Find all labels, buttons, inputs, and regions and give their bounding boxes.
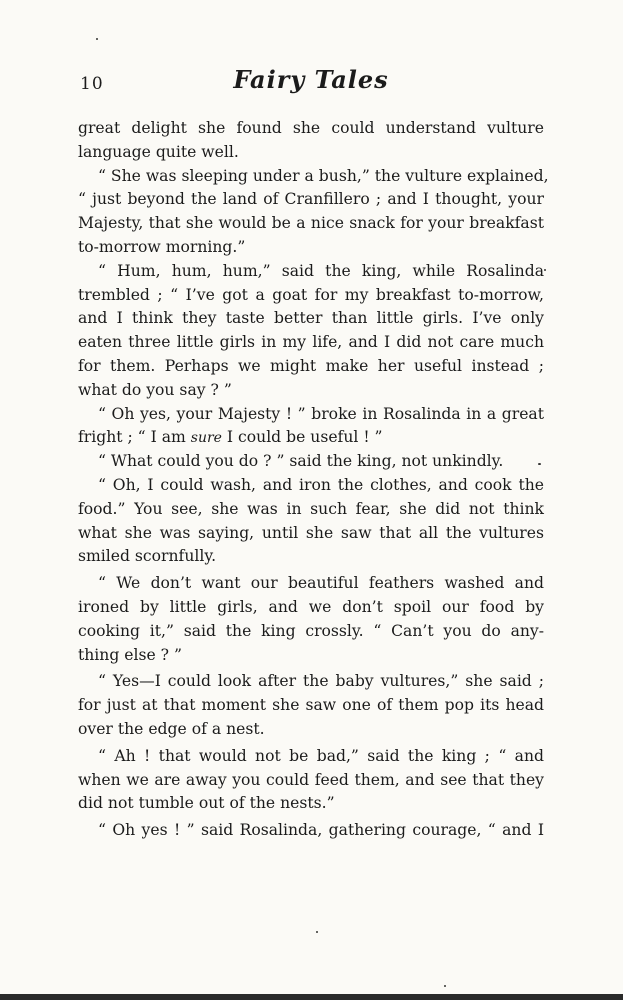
text-line: “ just beyond the land of Cranfillero ; and I thought, your <box>78 190 544 209</box>
paper-speck <box>96 38 98 40</box>
text-line: Majesty, that she would be a nice snack for your breakfast <box>78 214 544 233</box>
text-line: for them. Perhaps we might make her useful instead ; <box>78 356 544 375</box>
text-line: for just at that moment she saw one of them pop its head <box>78 696 544 715</box>
text-line: to-morrow morning.” <box>78 237 246 256</box>
text-line: cooking it,” said the king crossly. “ Can’t you do any- <box>78 621 544 640</box>
paper-speck <box>544 269 546 271</box>
text-line: “ Oh yes ! ” said Rosalinda, gathering courage, “ and I <box>98 821 544 840</box>
paper-speck <box>538 463 541 465</box>
text-line: “ Ah ! that would not be bad,” said the king ; “ and <box>98 746 544 765</box>
page-number: 10 <box>80 74 104 94</box>
text-line: eaten three little girls in my life, and I did not care much <box>78 333 544 352</box>
body-text <box>78 117 549 843</box>
text-line: language quite well. <box>78 142 239 161</box>
text-line: what do you say ? ” <box>78 380 232 399</box>
text-line: thing else ? ” <box>78 645 182 664</box>
text-line: “ Oh yes, your Majesty ! ” broke in Rosalinda in a great <box>98 404 544 423</box>
text-line: when we are away you could feed them, and see that they <box>78 770 544 789</box>
text-line: food.” You see, she was in such fear, she did not think <box>78 499 544 518</box>
text-line: “ Hum, hum, hum,” said the king, while Rosalinda <box>98 261 544 280</box>
paper-speck <box>316 931 318 933</box>
emphasis-text: sure <box>190 430 222 447</box>
text-line: did not tumble out of the nests.” <box>78 794 335 813</box>
text-line: great delight she found she could understand vulture <box>78 119 544 137</box>
text-line: trembled ; “ I’ve got a goat for my breakfast to-morrow, <box>78 285 544 304</box>
paper-speck <box>444 985 446 987</box>
text-line: and I think they taste better than little girls. I’ve only <box>78 309 544 328</box>
text-line: “ Yes—I could look after the baby vultures,” she said ; <box>98 672 544 691</box>
text-line: “ What could you do ? ” said the king, not unkindly. <box>98 452 504 471</box>
text-line: smiled scornfully. <box>78 547 217 566</box>
text-line <box>78 426 544 450</box>
text-line: ironed by little girls, and we don’t spoil our food by <box>78 597 544 616</box>
text-line: “ We don’t want our beautiful feathers washed and <box>98 574 544 593</box>
running-title: Fairy Tales <box>233 65 389 94</box>
text-line: what she was saying, until she saw that all the vultures <box>78 523 544 542</box>
text-segment: fright ; “ I am <box>78 428 191 447</box>
page-header <box>76 64 546 98</box>
page-bottom-edge <box>0 994 623 1000</box>
text-segment: I could be useful ! ” <box>221 428 383 447</box>
text-line: “ She was sleeping under a bush,” the vulture explained, <box>98 166 549 185</box>
text-line: over the edge of a nest. <box>78 719 265 738</box>
text-line: “ Oh, I could wash, and iron the clothes, and cook the <box>98 475 544 494</box>
